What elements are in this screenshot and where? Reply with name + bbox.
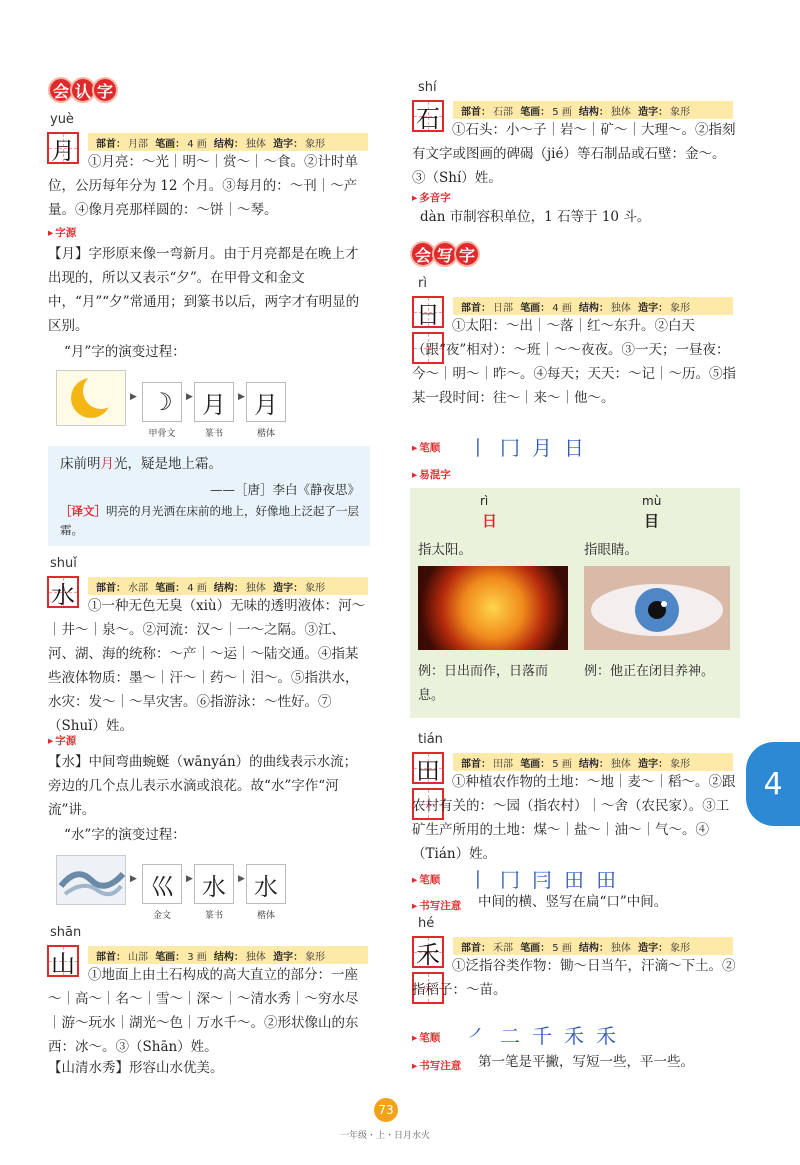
definition-tian: ①种植农作物的土地：～地｜麦～｜稻～。②跟农村有关的：～园（指农村）｜～舍（农民家）。③工矿生产所用的土地：煤～｜盐～｜油～｜气～。④（Tián）姓。 bbox=[412, 774, 736, 862]
stroke-step: 丨 bbox=[468, 436, 488, 460]
stroke-step: 禾 bbox=[596, 1024, 616, 1048]
moon-image bbox=[56, 370, 126, 426]
tag-char-2: 写 bbox=[432, 241, 458, 267]
water-splash-icon bbox=[57, 856, 125, 904]
stroke-step: 田 bbox=[564, 868, 584, 892]
definition-shan: ①地面上由土石构成的高大直立的部分：一座～｜高～｜名～｜雪～｜深～｜～清水秀｜～穷水尽｜游～玩水｜湖光～色｜万水千～。②形状像山的东西：冰～。③（Shān）姓。 bbox=[48, 967, 359, 1055]
pinyin-ri: rì bbox=[418, 276, 427, 291]
stroke-step: ㇒ bbox=[468, 1024, 488, 1048]
evolution-title-shui: “水”字的演变过程： bbox=[64, 827, 186, 843]
poem-translation: ［译文］明亮的月光洒在床前的地上，好像地上泛起了一层霜。 bbox=[60, 504, 359, 537]
evo-caption-1: 甲骨文 bbox=[148, 429, 176, 439]
stroke-order-tian bbox=[468, 864, 616, 893]
pinyin-shi: shí bbox=[418, 80, 437, 95]
subheading-polyphone: ▸ 多音字 bbox=[412, 190, 451, 205]
definition-yue: ①月亮：～光｜明～｜赏～｜～食。②计时单位，公历每年分为 12 个月。③每月的：～刊｜～产量。④像月亮那样圆的：～饼｜～琴。 bbox=[48, 154, 358, 218]
stroke-step: 日 bbox=[564, 436, 584, 460]
compare-card-ri bbox=[410, 488, 574, 718]
origin-shui: 【水】中间弯曲蜿蜒（wānyán）的曲线表示水流；旁边的几个点儿表示水滴或浪花。故“水”字作“河流”讲。 bbox=[48, 754, 358, 818]
stroke-step: 冂 bbox=[500, 868, 520, 892]
section-tag-write bbox=[410, 240, 476, 268]
tag-char-3: 字 bbox=[454, 241, 480, 267]
subheading-origin-shui: ▸ 字源 bbox=[48, 733, 76, 748]
tag-char-3: 字 bbox=[92, 77, 118, 103]
info-bar-ri: 部首： 日部 笔画： 4 画 结构： 独体 造字： 象形 bbox=[453, 297, 733, 315]
arrow-icon: ▶ bbox=[186, 874, 193, 884]
evo-bronze-shui: 巛 bbox=[142, 864, 182, 904]
idiom-shan: 【山清水秀】形容山水优美。 bbox=[48, 1060, 224, 1076]
compare-pinyin: mù bbox=[642, 494, 662, 508]
stroke-order-ri bbox=[468, 432, 584, 461]
evo-caption-3: 楷体 bbox=[256, 429, 275, 439]
arrow-icon: ▶ bbox=[238, 874, 245, 884]
arrow-icon: ▶ bbox=[130, 392, 137, 402]
arrow-icon: ▶ bbox=[186, 392, 193, 402]
char-box-yue: 月 bbox=[47, 132, 79, 164]
compare-meaning: 指太阳。 bbox=[418, 542, 472, 558]
char-box-tian: 田 bbox=[412, 752, 444, 784]
subheading-writing-note-tian: ▸ 书写注意 bbox=[412, 898, 461, 913]
moon-icon bbox=[57, 371, 125, 425]
compare-pinyin: rì bbox=[480, 494, 489, 508]
writing-note-he: 第一笔是平撇，写短一些，平一些。 bbox=[478, 1054, 694, 1070]
subheading-origin-yue: ▸ 字源 bbox=[48, 225, 76, 240]
evolution-title-yue: “月”字的演变过程： bbox=[64, 344, 186, 360]
compare-meaning: 指眼睛。 bbox=[584, 542, 638, 558]
pinyin-he: hé bbox=[418, 916, 435, 931]
evo-seal-yue: 月 bbox=[194, 382, 234, 422]
definition-he: ①泛指谷类作物：锄～日当午，汗滴～下土。②指稻子：～苗。 bbox=[412, 958, 736, 998]
stroke-step: 冃 bbox=[532, 868, 552, 892]
subheading-writing-note-he: ▸ 书写注意 bbox=[412, 1058, 461, 1073]
char-box-shan: 山 bbox=[47, 945, 79, 977]
arrow-icon: ▶ bbox=[130, 874, 137, 884]
definition-shui: ①一种无色无臭（xiù）无味的透明液体：河～｜井～｜泉～。②河流：汉～｜一～之隔。③江、河、湖、海的统称：～产｜～运｜～陆交通。④指某些液体物质：墨～｜汗～｜药～｜泪～。⑤指洪水，水灾：发～｜～旱灾害。⑥指游泳：～性好。⑦（Shuǐ）姓。 bbox=[48, 598, 366, 734]
eye-icon bbox=[584, 566, 730, 650]
compare-card-mu bbox=[576, 488, 740, 718]
eye-image bbox=[584, 566, 730, 650]
char-box-ri: 日 bbox=[412, 296, 444, 328]
pinyin-tian: tián bbox=[418, 732, 443, 747]
info-bar-yue: 部首： 月部 笔画： 4 画 结构： 独体 造字： 象形 bbox=[88, 133, 368, 151]
info-bar-shan: 部首： 山部 笔画： 3 画 结构： 独体 造字： 象形 bbox=[88, 946, 368, 964]
poem-box bbox=[48, 446, 370, 546]
evo-kai-yue: 月 bbox=[246, 382, 286, 422]
compare-panel bbox=[410, 488, 740, 718]
pinyin-shui: shuǐ bbox=[50, 556, 77, 571]
poem-line: 床前明月光，疑是地上霜。 bbox=[60, 456, 222, 472]
subheading-stroke-order-ri: ▸ 笔顺 bbox=[412, 440, 440, 455]
info-bar-tian: 部首： 田部 笔画： 5 画 结构： 独体 造字： 象形 bbox=[453, 753, 733, 771]
pinyin-shan: shān bbox=[50, 925, 82, 940]
info-bar-shi: 部首： 石部 笔画： 5 画 结构： 独体 造字： 象形 bbox=[453, 101, 733, 119]
footer-caption: 一年级・上・日月水火 bbox=[339, 1131, 430, 1141]
evo-caption-2: 篆书 bbox=[204, 911, 223, 921]
stroke-step: 二 bbox=[500, 1024, 520, 1048]
polyphone-shi: dàn 市制容积单位，1 石等于 10 斗。 bbox=[420, 209, 651, 225]
info-bar-shui: 部首： 水部 笔画： 4 画 结构： 独体 造字： 象形 bbox=[88, 577, 368, 595]
evo-caption-3: 楷体 bbox=[256, 911, 275, 921]
compare-example: 例：日出而作，日落而息。 bbox=[418, 664, 549, 703]
evo-seal-shui: 水 bbox=[194, 864, 234, 904]
pinyin-yue: yuè bbox=[50, 112, 74, 127]
section-tag-recognize bbox=[48, 76, 114, 104]
subheading-stroke-order-tian: ▸ 笔顺 bbox=[412, 872, 440, 887]
evo-caption-2: 篆书 bbox=[204, 429, 223, 439]
info-bar-he: 部首： 禾部 笔画： 5 画 结构： 独体 造字： 象形 bbox=[453, 937, 733, 955]
char-box-he: 禾 bbox=[412, 936, 444, 968]
tag-char-1: 会 bbox=[410, 241, 436, 267]
tag-char-1: 会 bbox=[48, 77, 74, 103]
evo-oracle-yue: ☽ bbox=[142, 382, 182, 422]
stroke-step: 田 bbox=[596, 868, 616, 892]
stroke-step: 丨 bbox=[468, 868, 488, 892]
tag-char-2: 认 bbox=[70, 77, 96, 103]
subheading-confusable: ▸ 易混字 bbox=[412, 467, 451, 482]
stroke-step: 千 bbox=[532, 1024, 552, 1048]
compare-char: 日 bbox=[482, 512, 498, 530]
water-image bbox=[56, 855, 126, 905]
origin-yue: 【月】字形原来像一弯新月。由于月亮都是在晚上才出现的，所以又表示“夕”。在甲骨文和金文中，“月”“夕”常通用；到篆书以后，两字才有明显的区别。 bbox=[48, 246, 360, 334]
compare-example: 例：他正在闭目养神。 bbox=[584, 664, 715, 679]
evo-caption-1: 金文 bbox=[152, 911, 171, 921]
writing-note-tian: 中间的横、竖写在扁“口”中间。 bbox=[478, 894, 668, 910]
stroke-step: 月 bbox=[532, 436, 552, 460]
stroke-step: 冂 bbox=[500, 436, 520, 460]
compare-char: 目 bbox=[644, 512, 660, 530]
arrow-icon: ▶ bbox=[238, 392, 245, 402]
char-box-shi: 石 bbox=[412, 100, 444, 132]
stroke-step: 禾 bbox=[564, 1024, 584, 1048]
poem-source: ——［唐］李白《静夜思》 bbox=[209, 482, 360, 497]
unit-tab[interactable]: 4 bbox=[746, 742, 800, 826]
stroke-order-he bbox=[468, 1020, 616, 1049]
definition-shi: ①石头：小～子｜岩～｜矿～｜大理～。②指刻有文字或图画的碑碣（jié）等石制品或石壁：金～。③（Shí）姓。 bbox=[412, 122, 736, 186]
definition-ri: ①太阳：～出｜～落｜红～东升。②白天（跟“夜”相对）：～班｜～～夜夜。③一天；一昼夜：今～｜明～｜昨～。④每天；天天：～记｜～历。⑤指某一段时间：往～｜来～｜他～。 bbox=[412, 318, 736, 406]
subheading-stroke-order-he: ▸ 笔顺 bbox=[412, 1030, 440, 1045]
char-box-shui: 水 bbox=[47, 576, 79, 608]
page-number: 73 bbox=[374, 1098, 398, 1122]
sun-image bbox=[418, 566, 568, 650]
evo-kai-shui: 水 bbox=[246, 864, 286, 904]
